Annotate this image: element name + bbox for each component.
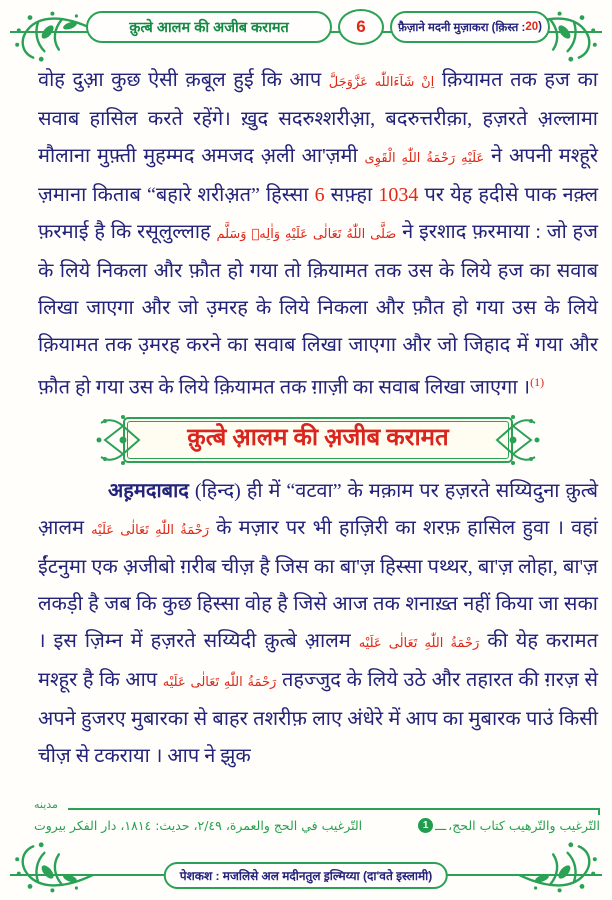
page-number-badge: 6: [338, 9, 384, 45]
paragraph-hadith: [38, 62, 598, 407]
text-segment: वोह दुआ़ कुछ ऐसी क़बूल हुई कि आप: [38, 69, 329, 91]
text-segment: क़ियामत तक हज का सवाब हासिल करते रहेंगे। ख़ुद सदरुश्शरीआ़, बदरुत्तरीक़ा, हज़रते अ़ल्लामा मौलाना मुफ़्ती मुहम्मद अमजद अ़ली आ'ज़मी: [38, 69, 598, 167]
arabic-honorific: صَلَّی اللّٰهُ تَعَالٰی عَلَيْهِ وَاٰلِهٖ وَسَلَّم: [216, 227, 397, 242]
arabic-honorific: رَحْمَةُ اللّٰهِ تَعَالٰی عَلَيْه: [358, 635, 480, 651]
footnote-superscript: (1): [530, 375, 545, 389]
text-segment: अह़मदाबाद: [108, 479, 189, 502]
footnote-dash: ـــ: [435, 818, 447, 833]
arabic-honorific: رَحْمَةُ اللّٰهِ تَعَالٰی عَلَيْه: [91, 522, 210, 538]
header-border: [0, 0, 612, 58]
text-segment: की येह करामत मश्हूर है कि आप: [38, 629, 598, 691]
chapter-title-badge: क़ुत्बे आलम की अजीब करामत: [86, 11, 332, 43]
publisher-credit-badge: पेशकश : मजलिसे अल मदीनतुल इ़ल्मिय्या (दा'वते इस्लामी): [164, 862, 448, 889]
footnote-separator: [34, 800, 600, 814]
text-segment: (हिन्द) ही में “वटवा” के मक़ाम पर हज़रते सय्यिदुना क़ुत्बे आ़लम: [38, 479, 598, 539]
floral-ornament-icon: [516, 840, 608, 896]
text-segment: सफ़्हा: [324, 184, 379, 206]
paragraph-karamat: [38, 473, 598, 775]
book-title-close: ): [538, 21, 542, 33]
page-body: [38, 62, 598, 775]
text-segment: ने इरशाद फ़रमाया : जो हज के लिये निकला और फ़ौत हो गया तो क़ियामत तक उस के लिये हज का सवाब लिखा जाएगा और जो उ़मरह के लिये निकला और फ़ौत हो गया उस के लिये क़ियामत तक उ़मरह करने का सवाब लिखा जाएगा और जो जिहाद में गया और फ़ौत हो गया उस के लिये क़ियामत तक ग़ाज़ी का सवाब लिखा जाएगा ।: [38, 221, 598, 399]
text-segment: 1034: [378, 184, 419, 206]
footnote-rule-tick: [598, 808, 600, 815]
footnote-marker: 1: [418, 818, 433, 833]
arabic-honorific: اِنْ شَآءَاللّٰه عَزَّوَجَلَّ: [328, 75, 435, 90]
footer-border: [0, 836, 612, 900]
text-segment: के मज़ार पर भी हाज़िरी का शरफ़ हासिल हुवा । वहां ईंटनुमा एक अ़जीबो ग़रीब चीज़ है जिस का बा'ज़ हिस्सा पथ्थर, बा'ज़ लोहा, बा'ज़ लकड़ी है जब कि कुछ हिस्सा वोह है जिसे आज तक शनाख़्त नहीं किया जा सका । इस ज़िम्न में हज़रते सय्यिदी क़ुत्बे आ़लम: [38, 516, 598, 652]
footnote-ref-end: التّرغيب في الحج والعمرة، ٢/٤٩، حديث: ١٨١٤، دار الفكر بيروت: [34, 818, 363, 833]
floral-ornament-icon: [4, 840, 96, 896]
arabic-honorific: عَلَيْهِ رَحْمَةُ اللّٰهِ الْقَوِی: [364, 151, 485, 166]
book-title-badge: [390, 11, 550, 43]
book-title-text: फ़ैज़ाने मदनी मुज़ाकरा (क़िस्त :: [398, 21, 526, 34]
footnote-reference: [34, 818, 600, 833]
text-segment: 6: [314, 184, 325, 206]
text-segment: तहज्जुद के लिये उठे और तहारत की ग़रज़ से अपने हुजरए मुबारका से बाहर तशरीफ़ लाए अंधेरे में आप का मुबारक पाउं किसी चीज़ से टकराया । आप ने झुक: [38, 668, 598, 767]
madinah-watermark: مدينه: [34, 798, 58, 811]
arabic-honorific: رَحْمَةُ اللّٰهِ تَعَالٰی عَلَيْه: [162, 674, 277, 690]
section-heading: क़ुत्बे आ़लम की अ़जीब करामत: [187, 424, 449, 451]
footnote-block: [34, 800, 600, 833]
text-segment: ने अपनी मश्हूरे ज़माना किताब “बहारे शरीअ़त” हिस्सा: [38, 145, 598, 206]
footnote-rule: [68, 808, 600, 810]
footnote-ref-start: [418, 818, 600, 833]
floral-ornament-icon: [4, 8, 96, 64]
text-segment: पर येह हदीसे पाक नक़्ल फ़रमाई है कि रसूलुल्लाह: [38, 184, 598, 243]
footnote-ref-start-text: التّرغيب والتّرهيب كتاب الحج،: [448, 818, 600, 833]
episode-number: 20: [525, 21, 539, 33]
section-heading-banner: [109, 415, 527, 465]
